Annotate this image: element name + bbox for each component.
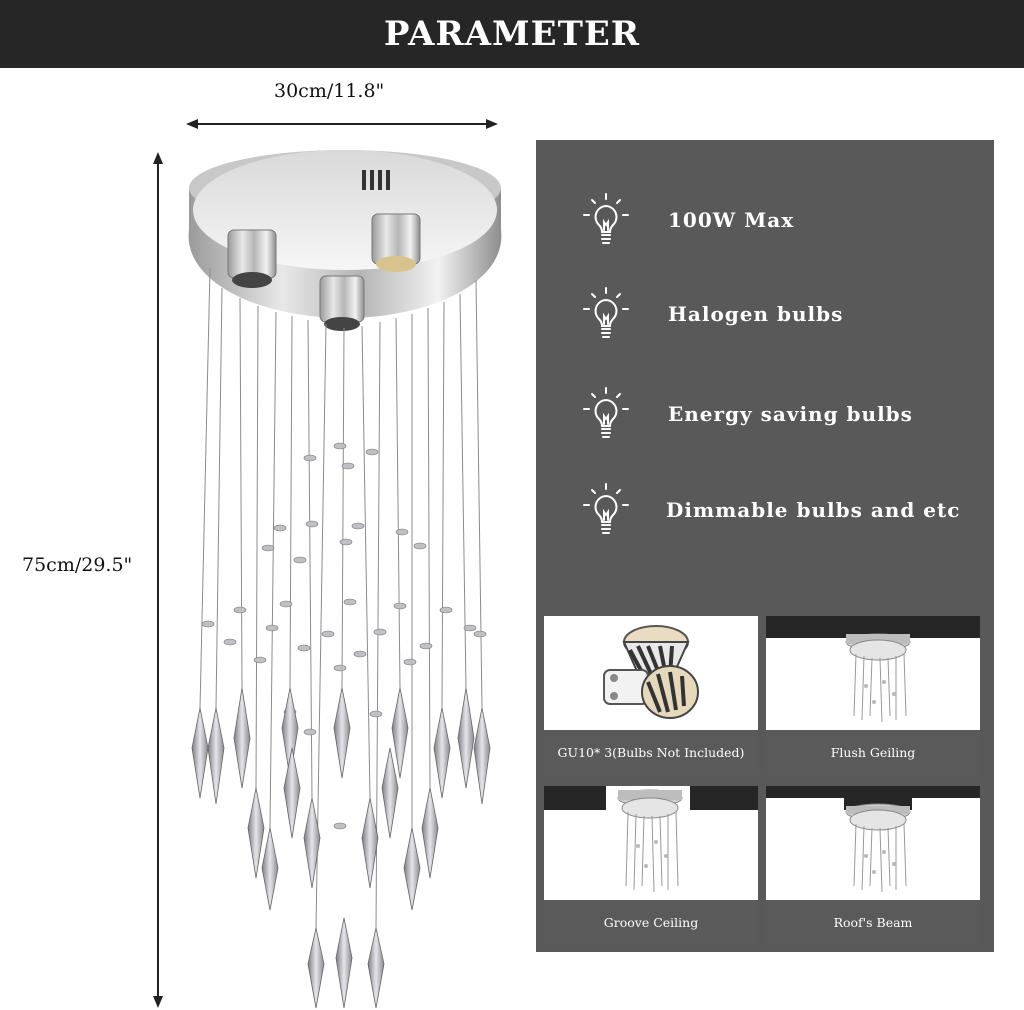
installation-card <box>766 786 980 944</box>
header-bar <box>0 0 1024 68</box>
light-bulb-icon <box>576 190 636 250</box>
card-caption: Roof's Beam <box>766 900 980 944</box>
bulb-type-card <box>544 616 758 774</box>
card-caption: Flush Geiling <box>766 730 980 774</box>
feature-label: 100W Max <box>668 208 795 232</box>
feature-label: Dimmable bulbs and etc <box>666 498 961 522</box>
feature-label: Energy saving bulbs <box>668 402 913 426</box>
width-dimension-arrow <box>186 114 498 134</box>
flush-ceiling-image <box>766 616 980 730</box>
page-title: PARAMETER <box>383 14 641 54</box>
feature-item <box>576 480 960 540</box>
feature-label: Halogen bulbs <box>668 302 844 326</box>
roof-beam-image <box>766 786 980 900</box>
height-dimension-label: 75cm/29.5" <box>22 554 133 576</box>
width-dimension-label: 30cm/11.8" <box>274 80 385 102</box>
installation-card <box>766 616 980 774</box>
gu10-bulb-image <box>544 616 758 730</box>
chandelier-image <box>180 148 510 1010</box>
specification-panel <box>536 140 994 952</box>
card-caption: GU10* 3(Bulbs Not Included) <box>544 730 758 774</box>
light-bulb-icon <box>576 384 636 444</box>
feature-item <box>576 190 794 250</box>
installation-card <box>544 786 758 944</box>
feature-item <box>576 384 913 444</box>
light-bulb-icon <box>576 480 636 540</box>
card-caption: Groove Ceiling <box>544 900 758 944</box>
feature-item <box>576 284 843 344</box>
groove-ceiling-image <box>544 786 758 900</box>
light-bulb-icon <box>576 284 636 344</box>
height-dimension-arrow <box>148 152 168 1008</box>
